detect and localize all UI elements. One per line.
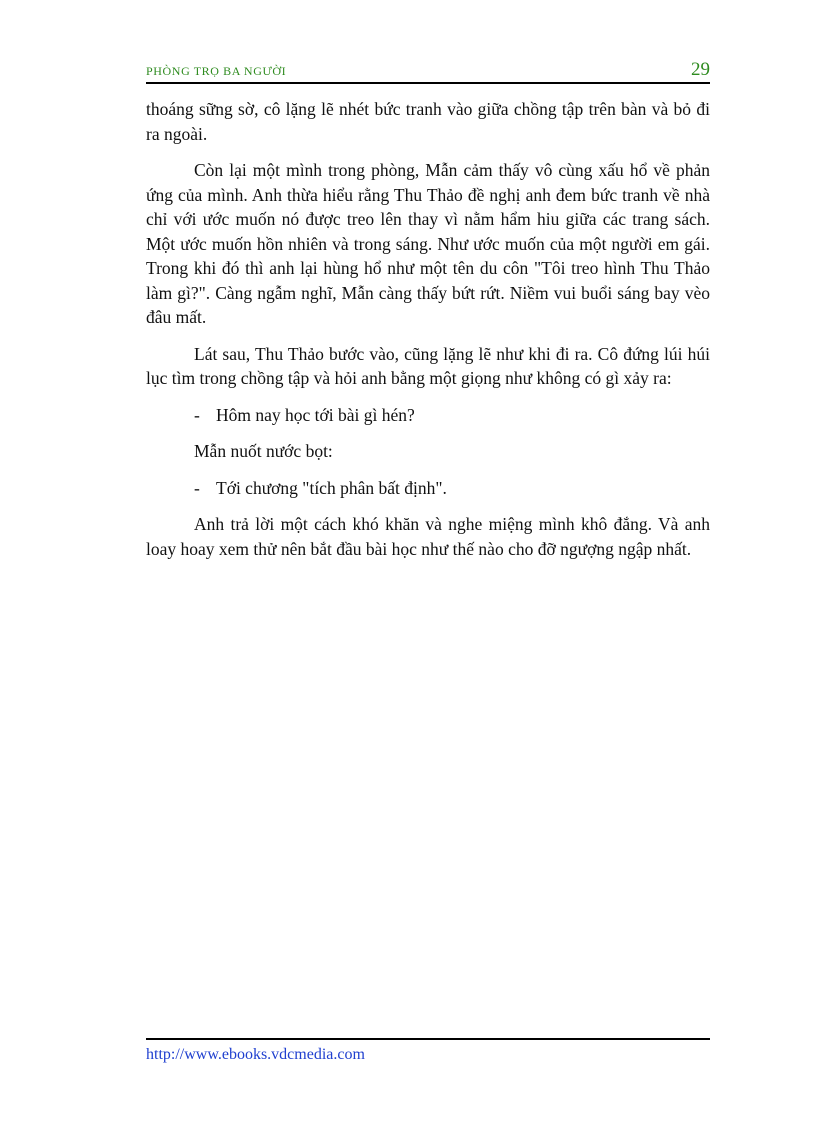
footer-link[interactable]: http://www.ebooks.vdcmedia.com: [146, 1046, 365, 1063]
footer-rule: [146, 1038, 710, 1040]
dialogue-dash: -: [194, 404, 200, 425]
paragraph: Anh trả lời một cách khó khăn và nghe miệng mình khô đắng. Và anh loay hoay xem thử nên bắt đầu bài học như thế nào cho đỡ ngượng ngập nhất.: [146, 514, 710, 559]
page-number: 29: [691, 59, 710, 80]
page-body: [146, 97, 710, 573]
paragraph: Còn lại một mình trong phòng, Mẫn cảm thấy vô cùng xấu hổ về phản ứng của mình. Anh thừa hiểu rằng Thu Thảo đề nghị anh đem bức tranh về nhà chỉ với ước muốn nó được treo lên thay vì nằm hẩm hiu giữa các trang sách. Một ước muốn hồn nhiên và trong sáng. Như ước muốn của một người em gái. Trong khi đó thì anh lại hùng hổ như một tên du côn "Tôi treo hình Thu Thảo làm gì?". Càng ngẫm nghĩ, Mẫn càng thấy bứt rứt. Niềm vui buổi sáng bay vèo đâu mất.: [146, 160, 710, 327]
paragraph: Lát sau, Thu Thảo bước vào, cũng lặng lẽ như khi đi ra. Cô đứng lúi húi lục tìm trong chồng tập và hỏi anh bằng một giọng như không có gì xảy ra:: [146, 343, 710, 388]
dialogue-line: [146, 476, 710, 501]
dialogue-text: Tới chương "tích phân bất định".: [216, 477, 447, 498]
dialogue-text: Hôm nay học tới bài gì hén?: [216, 404, 415, 425]
dialogue-line: [146, 403, 710, 428]
dialogue-dash: -: [194, 477, 200, 498]
book-title: PHÒNG TRỌ BA NGƯỜI: [146, 64, 287, 78]
paragraph-continuation: thoáng sững sờ, cô lặng lẽ nhét bức tranh vào giữa chồng tập trên bàn và bỏ đi ra ngoài.: [146, 99, 710, 144]
paragraph: Mẫn nuốt nước bọt:: [194, 441, 333, 461]
page-header: [146, 58, 710, 84]
